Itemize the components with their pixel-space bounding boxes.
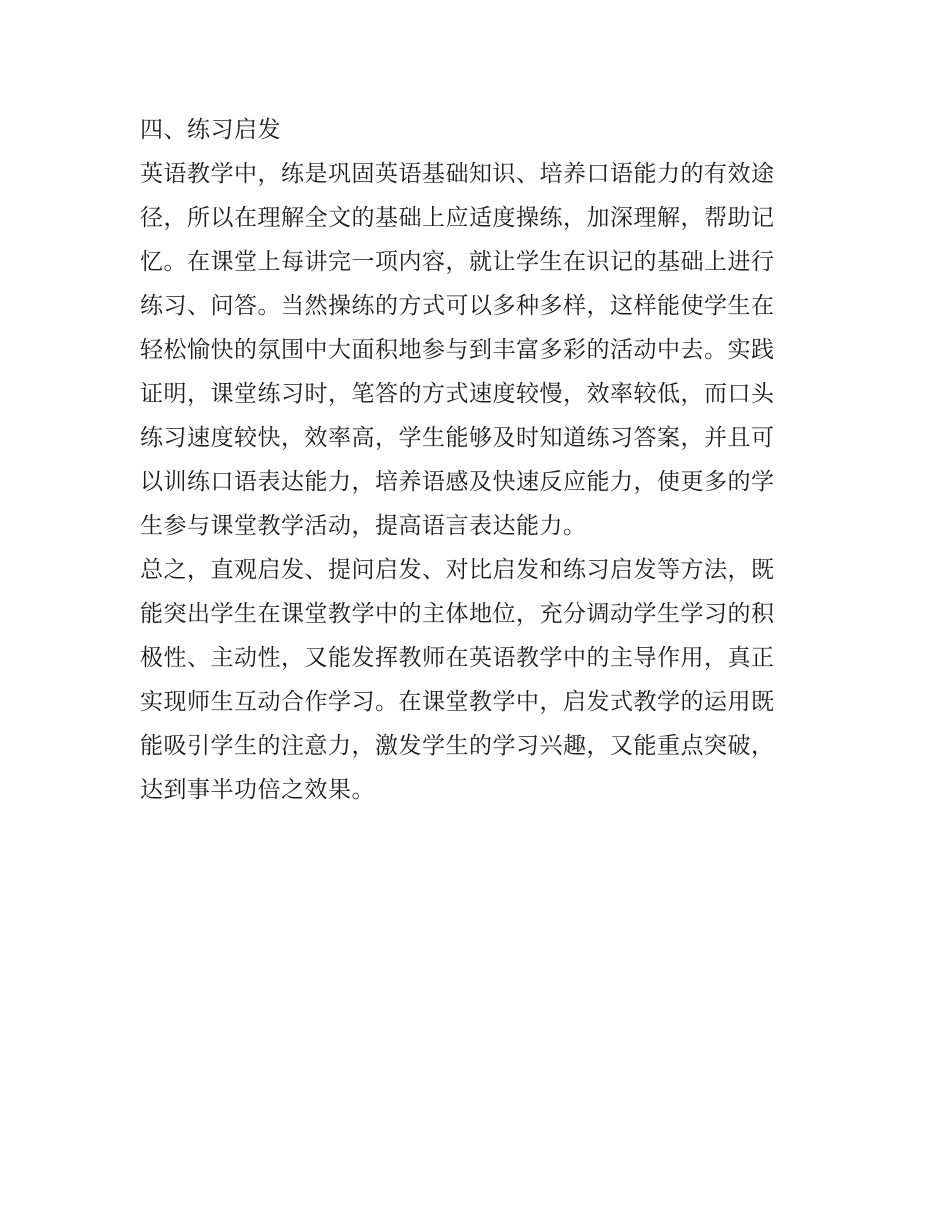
paragraph-line: 径，所以在理解全文的基础上应适度操练，加深理解，帮助记 [140, 205, 775, 231]
paragraph-line: 达到事半功倍之效果。 [140, 777, 375, 803]
paragraph-practice [140, 152, 820, 548]
paragraph-line: 极性、主动性，又能发挥教师在英语教学中的主导作用，真正 [140, 645, 775, 671]
paragraph-line: 总之，直观启发、提问启发、对比启发和练习启发等方法，既 [140, 557, 775, 583]
paragraph-line: 以训练口语表达能力，培养语感及快速反应能力，使更多的学 [140, 469, 775, 495]
paragraph-line: 能突出学生在课堂教学中的主体地位，充分调动学生学习的积 [140, 601, 775, 627]
paragraph-line: 练习、问答。当然操练的方式可以多种多样，这样能使学生在 [140, 293, 775, 319]
paragraph-line: 轻松愉快的氛围中大面积地参与到丰富多彩的活动中去。实践 [140, 337, 775, 363]
paragraph-summary [140, 548, 820, 812]
paragraph-line: 英语教学中，练是巩固英语基础知识、培养口语能力的有效途 [140, 161, 775, 187]
paragraph-line: 生参与课堂教学活动，提高语言表达能力。 [140, 513, 587, 539]
paragraph-line: 实现师生互动合作学习。在课堂教学中，启发式教学的运用既 [140, 689, 775, 715]
paragraph-line: 练习速度较快，效率高，学生能够及时知道练习答案，并且可 [140, 425, 775, 451]
paragraph-line: 能吸引学生的注意力，激发学生的学习兴趣，又能重点突破， [140, 733, 775, 759]
document-body [140, 108, 820, 812]
paragraph-line: 忆。在课堂上每讲完一项内容，就让学生在识记的基础上进行 [140, 249, 775, 275]
section-heading: 四、练习启发 [140, 117, 281, 143]
paragraph-line: 证明，课堂练习时，笔答的方式速度较慢，效率较低，而口头 [140, 381, 775, 407]
